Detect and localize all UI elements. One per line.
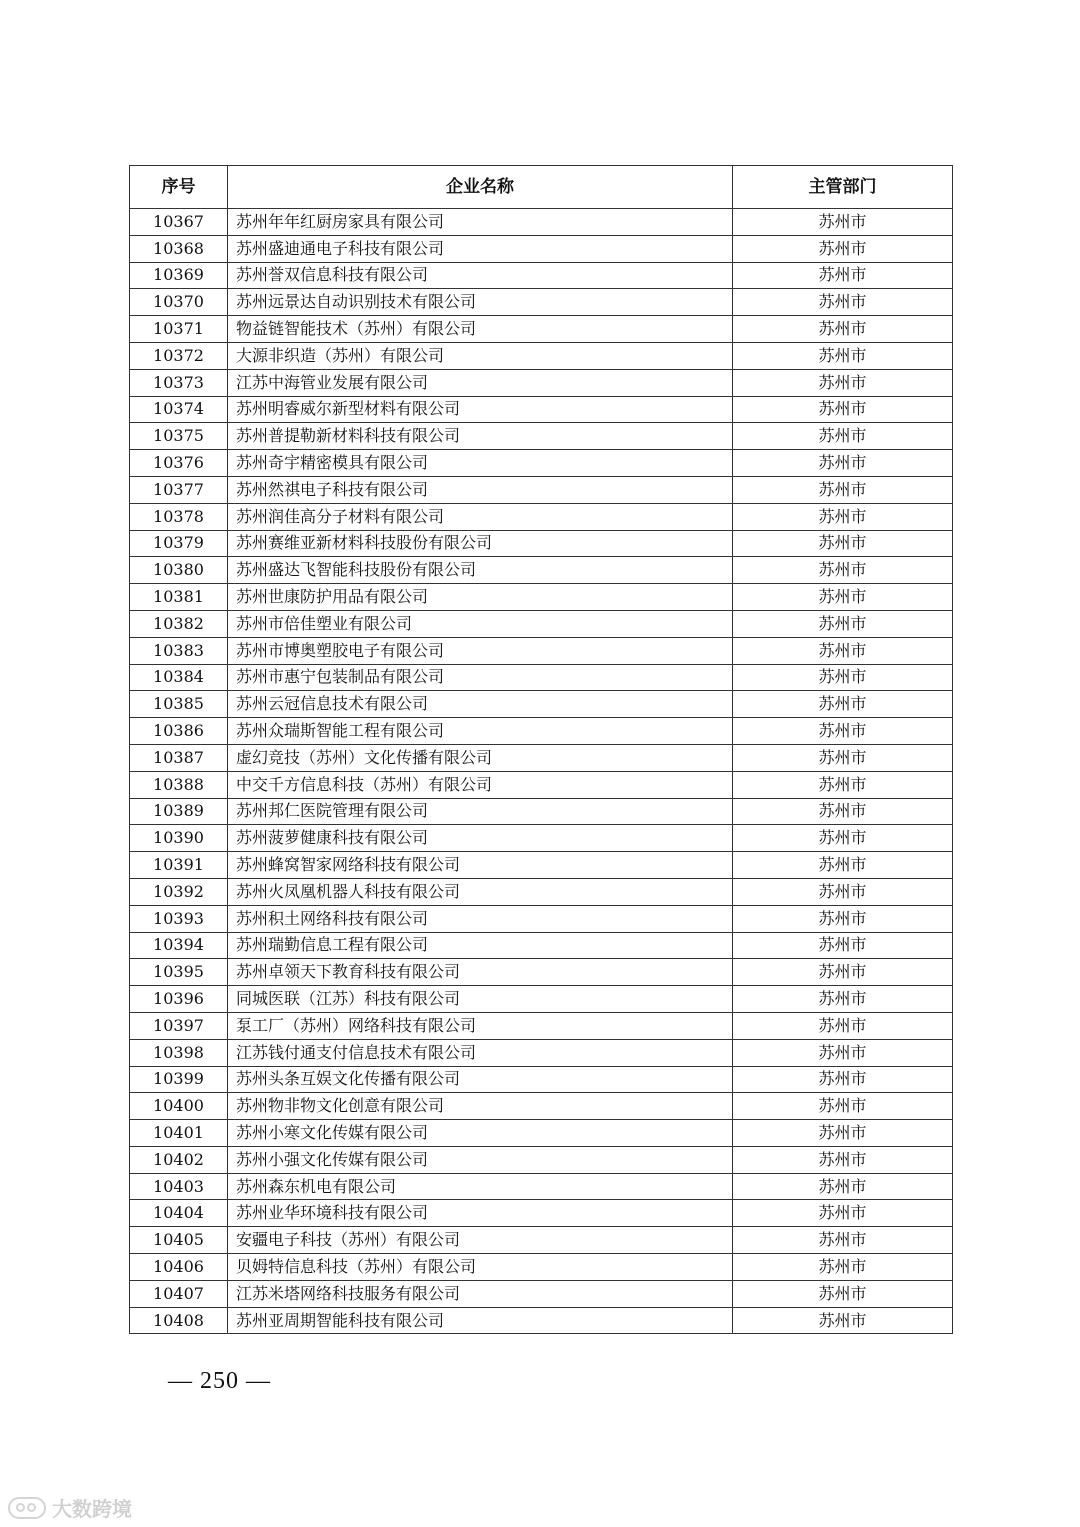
cell-dept: 苏州市	[733, 798, 953, 825]
cell-num: 10389	[130, 798, 228, 825]
cell-company-name: 苏州小寒文化传媒有限公司	[228, 1120, 733, 1147]
cell-dept: 苏州市	[733, 691, 953, 718]
cell-num: 10394	[130, 932, 228, 959]
table-header-row	[130, 166, 953, 209]
table-row	[130, 798, 953, 825]
cell-company-name: 苏州赛维亚新材料科技股份有限公司	[228, 530, 733, 557]
table-row	[130, 905, 953, 932]
cell-num: 10393	[130, 905, 228, 932]
table-row	[130, 771, 953, 798]
cell-num: 10374	[130, 396, 228, 423]
cell-company-name: 苏州积土网络科技有限公司	[228, 905, 733, 932]
cell-dept: 苏州市	[733, 637, 953, 664]
table-row	[130, 262, 953, 289]
cell-company-name: 苏州众瑞斯智能工程有限公司	[228, 718, 733, 745]
table-row	[130, 1307, 953, 1334]
cell-num: 10392	[130, 878, 228, 905]
cell-num: 10369	[130, 262, 228, 289]
cell-company-name: 苏州市惠宁包装制品有限公司	[228, 664, 733, 691]
cell-num: 10386	[130, 718, 228, 745]
cell-company-name: 大源非织造（苏州）有限公司	[228, 342, 733, 369]
cell-dept: 苏州市	[733, 1173, 953, 1200]
cell-company-name: 苏州年年红厨房家具有限公司	[228, 209, 733, 236]
cell-company-name: 苏州菠萝健康科技有限公司	[228, 825, 733, 852]
cell-num: 10375	[130, 423, 228, 450]
table-row	[130, 1146, 953, 1173]
cell-dept: 苏州市	[733, 316, 953, 343]
cell-dept: 苏州市	[733, 1146, 953, 1173]
cell-dept: 苏州市	[733, 530, 953, 557]
cell-num: 10404	[130, 1200, 228, 1227]
table-row	[130, 476, 953, 503]
cell-company-name: 物益链智能技术（苏州）有限公司	[228, 316, 733, 343]
cell-num: 10390	[130, 825, 228, 852]
table-row	[130, 1120, 953, 1147]
cell-num: 10378	[130, 503, 228, 530]
cell-dept: 苏州市	[733, 718, 953, 745]
cell-company-name: 同城医联（江苏）科技有限公司	[228, 986, 733, 1013]
cell-dept: 苏州市	[733, 450, 953, 477]
cell-num: 10403	[130, 1173, 228, 1200]
watermark-text: 大数跨境	[52, 1497, 132, 1521]
table-row	[130, 1280, 953, 1307]
page-number: — 250 —	[168, 1368, 271, 1394]
cell-num: 10388	[130, 771, 228, 798]
cell-num: 10383	[130, 637, 228, 664]
table-row	[130, 959, 953, 986]
cell-dept: 苏州市	[733, 235, 953, 262]
cell-dept: 苏州市	[733, 610, 953, 637]
cell-dept: 苏州市	[733, 1227, 953, 1254]
cell-num: 10377	[130, 476, 228, 503]
cell-dept: 苏州市	[733, 1039, 953, 1066]
cell-num: 10402	[130, 1146, 228, 1173]
cell-num: 10406	[130, 1254, 228, 1281]
table-row	[130, 1012, 953, 1039]
cell-company-name: 苏州誉双信息科技有限公司	[228, 262, 733, 289]
table-body	[130, 209, 953, 1334]
cell-dept: 苏州市	[733, 476, 953, 503]
table-row	[130, 342, 953, 369]
table-row	[130, 932, 953, 959]
cell-dept: 苏州市	[733, 825, 953, 852]
cell-company-name: 安疆电子科技（苏州）有限公司	[228, 1227, 733, 1254]
cell-num: 10371	[130, 316, 228, 343]
enterprise-table	[129, 165, 953, 1334]
cell-dept: 苏州市	[733, 1066, 953, 1093]
cell-num: 10407	[130, 1280, 228, 1307]
table-row	[130, 986, 953, 1013]
cell-num: 10372	[130, 342, 228, 369]
cell-company-name: 苏州远景达自动识别技术有限公司	[228, 289, 733, 316]
cell-num: 10396	[130, 986, 228, 1013]
table-row	[130, 209, 953, 236]
table-row	[130, 450, 953, 477]
table-row	[130, 744, 953, 771]
cell-company-name: 贝姆特信息科技（苏州）有限公司	[228, 1254, 733, 1281]
logo-icon	[8, 1497, 46, 1519]
cell-num: 10405	[130, 1227, 228, 1254]
table-row	[130, 503, 953, 530]
table-row	[130, 852, 953, 879]
cell-dept: 苏州市	[733, 986, 953, 1013]
cell-company-name: 江苏米塔网络科技服务有限公司	[228, 1280, 733, 1307]
table-row	[130, 637, 953, 664]
cell-dept: 苏州市	[733, 1120, 953, 1147]
cell-company-name: 苏州云冠信息技术有限公司	[228, 691, 733, 718]
cell-company-name: 江苏中海管业发展有限公司	[228, 369, 733, 396]
cell-num: 10385	[130, 691, 228, 718]
cell-num: 10398	[130, 1039, 228, 1066]
table-row	[130, 1227, 953, 1254]
table-row	[130, 1039, 953, 1066]
cell-company-name: 苏州亚周期智能科技有限公司	[228, 1307, 733, 1334]
cell-num: 10401	[130, 1120, 228, 1147]
table-row	[130, 316, 953, 343]
cell-dept: 苏州市	[733, 209, 953, 236]
cell-company-name: 苏州物非物文化创意有限公司	[228, 1093, 733, 1120]
cell-dept: 苏州市	[733, 1280, 953, 1307]
cell-dept: 苏州市	[733, 503, 953, 530]
cell-num: 10373	[130, 369, 228, 396]
cell-company-name: 苏州盛达飞智能科技股份有限公司	[228, 557, 733, 584]
cell-dept: 苏州市	[733, 1093, 953, 1120]
cell-company-name: 苏州头条互娱文化传播有限公司	[228, 1066, 733, 1093]
cell-dept: 苏州市	[733, 1254, 953, 1281]
cell-company-name: 苏州市倍佳塑业有限公司	[228, 610, 733, 637]
cell-num: 10399	[130, 1066, 228, 1093]
cell-num: 10395	[130, 959, 228, 986]
cell-company-name: 苏州蜂窝智家网络科技有限公司	[228, 852, 733, 879]
table-row	[130, 557, 953, 584]
cell-company-name: 苏州邦仁医院管理有限公司	[228, 798, 733, 825]
cell-dept: 苏州市	[733, 584, 953, 611]
cell-num: 10381	[130, 584, 228, 611]
cell-num: 10380	[130, 557, 228, 584]
table-row	[130, 664, 953, 691]
table-row	[130, 289, 953, 316]
cell-company-name: 苏州瑞勤信息工程有限公司	[228, 932, 733, 959]
cell-dept: 苏州市	[733, 932, 953, 959]
header-dept: 主管部门	[733, 166, 953, 209]
cell-company-name: 苏州火凤凰机器人科技有限公司	[228, 878, 733, 905]
table-row	[130, 610, 953, 637]
watermark	[8, 1493, 132, 1522]
cell-dept: 苏州市	[733, 423, 953, 450]
cell-num: 10382	[130, 610, 228, 637]
cell-dept: 苏州市	[733, 289, 953, 316]
cell-dept: 苏州市	[733, 1307, 953, 1334]
table-row	[130, 423, 953, 450]
cell-num: 10384	[130, 664, 228, 691]
table-row	[130, 1254, 953, 1281]
header-name: 企业名称	[228, 166, 733, 209]
cell-company-name: 泵工厂（苏州）网络科技有限公司	[228, 1012, 733, 1039]
cell-company-name: 苏州业华环境科技有限公司	[228, 1200, 733, 1227]
cell-dept: 苏州市	[733, 852, 953, 879]
cell-num: 10391	[130, 852, 228, 879]
cell-num: 10376	[130, 450, 228, 477]
cell-dept: 苏州市	[733, 396, 953, 423]
cell-company-name: 苏州世康防护用品有限公司	[228, 584, 733, 611]
cell-dept: 苏州市	[733, 1012, 953, 1039]
table-row	[130, 584, 953, 611]
table-row	[130, 396, 953, 423]
cell-dept: 苏州市	[733, 342, 953, 369]
cell-company-name: 苏州然祺电子科技有限公司	[228, 476, 733, 503]
cell-num: 10387	[130, 744, 228, 771]
cell-dept: 苏州市	[733, 369, 953, 396]
cell-company-name: 苏州市博奥塑胶电子有限公司	[228, 637, 733, 664]
cell-num: 10408	[130, 1307, 228, 1334]
cell-num: 10367	[130, 209, 228, 236]
cell-dept: 苏州市	[733, 262, 953, 289]
cell-company-name: 苏州奇宇精密模具有限公司	[228, 450, 733, 477]
cell-num: 10379	[130, 530, 228, 557]
table-row	[130, 1173, 953, 1200]
table-row	[130, 691, 953, 718]
cell-dept: 苏州市	[733, 744, 953, 771]
cell-company-name: 虚幻竞技（苏州）文化传播有限公司	[228, 744, 733, 771]
cell-dept: 苏州市	[733, 557, 953, 584]
table-row	[130, 1200, 953, 1227]
cell-dept: 苏州市	[733, 771, 953, 798]
header-num: 序号	[130, 166, 228, 209]
cell-company-name: 苏州普提勒新材料科技有限公司	[228, 423, 733, 450]
table-row	[130, 1066, 953, 1093]
cell-dept: 苏州市	[733, 1200, 953, 1227]
cell-company-name: 苏州润佳高分子材料有限公司	[228, 503, 733, 530]
cell-company-name: 江苏钱付通支付信息技术有限公司	[228, 1039, 733, 1066]
cell-dept: 苏州市	[733, 664, 953, 691]
table-row	[130, 1093, 953, 1120]
cell-dept: 苏州市	[733, 905, 953, 932]
table-row	[130, 825, 953, 852]
table-row	[130, 530, 953, 557]
cell-company-name: 苏州明睿威尔新型材料有限公司	[228, 396, 733, 423]
cell-dept: 苏州市	[733, 959, 953, 986]
cell-num: 10400	[130, 1093, 228, 1120]
cell-company-name: 苏州盛迪通电子科技有限公司	[228, 235, 733, 262]
cell-num: 10397	[130, 1012, 228, 1039]
cell-num: 10368	[130, 235, 228, 262]
table-row	[130, 235, 953, 262]
cell-company-name: 苏州卓领天下教育科技有限公司	[228, 959, 733, 986]
cell-company-name: 苏州森东机电有限公司	[228, 1173, 733, 1200]
table-row	[130, 718, 953, 745]
cell-dept: 苏州市	[733, 878, 953, 905]
table-row	[130, 369, 953, 396]
cell-company-name: 苏州小强文化传媒有限公司	[228, 1146, 733, 1173]
cell-company-name: 中交千方信息科技（苏州）有限公司	[228, 771, 733, 798]
cell-num: 10370	[130, 289, 228, 316]
table-row	[130, 878, 953, 905]
